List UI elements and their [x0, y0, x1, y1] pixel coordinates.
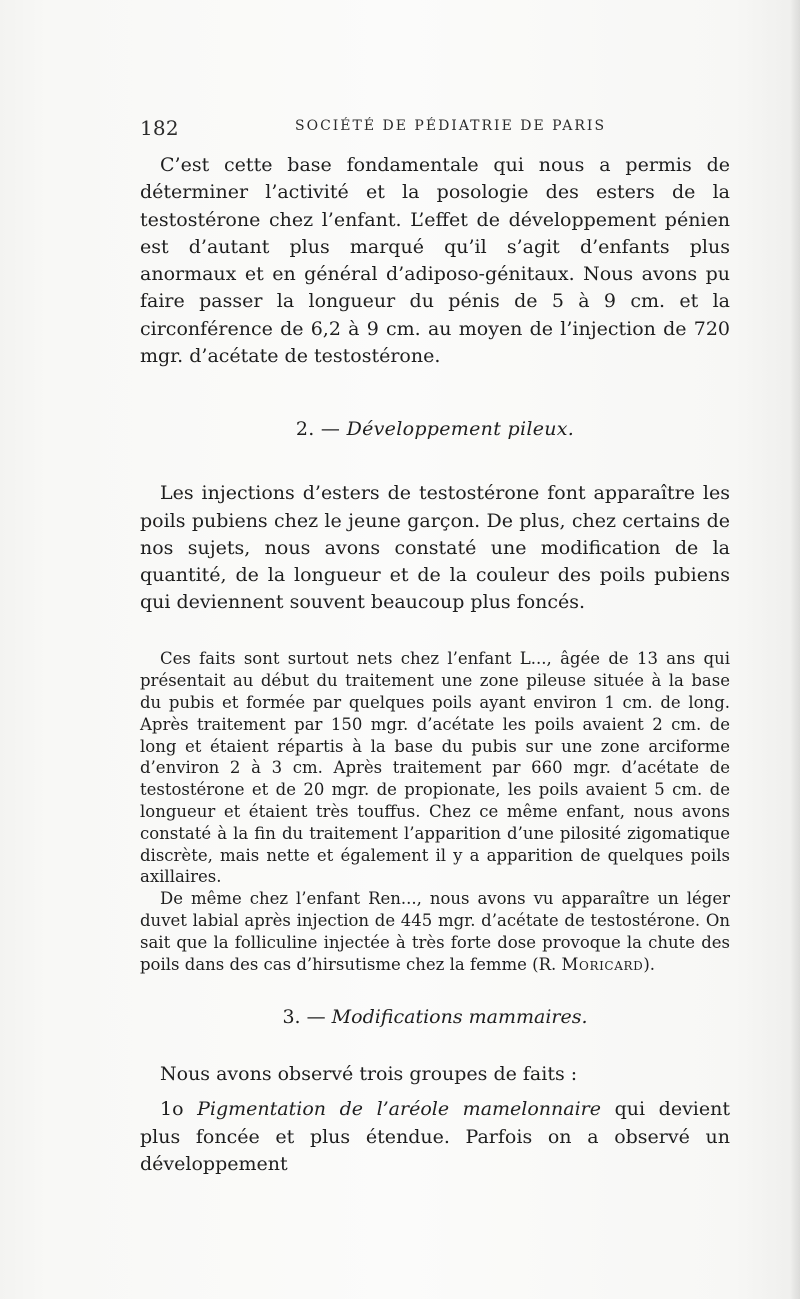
paragraph-pubic-hair: Les injections d’esters de testostérone font apparaître les poils pubiens chez le jeune garçon. De plus, chez certains de nos sujets, nous avons constaté une modification de la quantité, de la longueur et de la couleur des poils pubiens qui deviennent souvent beaucoup plus foncés.: [140, 482, 730, 614]
page-header: [140, 116, 730, 144]
section-number-2: 2. —: [295, 418, 341, 441]
pigmentation-rest-text: qui devient plus foncée et plus étendue. Parfois on a observé un développement: [140, 1098, 730, 1175]
paragraph-case-ren: [140, 888, 730, 975]
paragraph-pigmentation: [140, 1096, 730, 1178]
running-title: SOCIÉTÉ DE PÉDIATRIE DE PARIS: [295, 118, 607, 134]
paragraph-three-groups: Nous avons observé trois groupes de faits :: [160, 1063, 578, 1086]
case-notes-block: [140, 648, 730, 975]
list-number-1: 1o: [160, 1098, 184, 1121]
section-heading-pileux: [140, 417, 730, 442]
page-content: [140, 152, 730, 1178]
paragraph-case-ren-end: ).: [643, 954, 656, 974]
page-number: 182: [140, 116, 179, 140]
paragraph-case-ren-text: De même chez l’enfant Ren..., nous avons vu apparaître un léger duvet labial après injection de 445 mgr. d’acétate de testostérone. On sait que la folliculine injectée à très forte dose provoque la chute des poils dans des cas d’hirsutisme chez la femme (R.: [140, 889, 730, 974]
pigmentation-italic-text: Pigmentation de l’aréole mamelonnaire: [197, 1098, 602, 1121]
section-heading-mammaires: [140, 1005, 730, 1030]
paragraph-testosterone-activity: C’est cette base fondamentale qui nous a permis de déterminer l’activité et la posologie des esters de la testostérone chez l’enfant. L’effet de développement pénien est d’autant plus marqué qu’il s’agit d’enfants plus anormaux et en général d’adiposo-génitaux. Nous avons pu faire passer la longueur du pénis de 5 à 9 cm. et la circonférence de 6,2 à 9 cm. au moyen de l’injection de 720 mgr. d’acétate de testostérone.: [140, 154, 730, 368]
section-title-mammaires: Modifications mammaires.: [331, 1006, 588, 1029]
section-title-pileux: Développement pileux.: [346, 418, 575, 441]
author-citation: Moricard: [561, 954, 644, 974]
page-edge-shadow: [790, 0, 800, 1299]
section-number-3: 3. —: [282, 1006, 326, 1029]
paragraph-case-l: Ces faits sont surtout nets chez l’enfant L..., âgée de 13 ans qui présentait au début du traitement une zone pileuse située à la base du pubis et formée par quelques poils ayant environ 1 cm. de long. Après traitement par 150 mgr. d’acétate les poils avaient 2 cm. de long et étaient répartis à la base du pubis sur une zone arciforme d’environ 2 à 3 cm. Après traitement par 660 mgr. d’acétate de testostérone et de 20 mgr. de propionate, les poils avaient 5 cm. de longueur et étaient très touffus. Chez ce même enfant, nous avons constaté à la fin du traitement l’apparition d’une pilosité zigomatique discrète, mais nette et également il y a apparition de quelques poils axillaires.: [140, 649, 730, 887]
